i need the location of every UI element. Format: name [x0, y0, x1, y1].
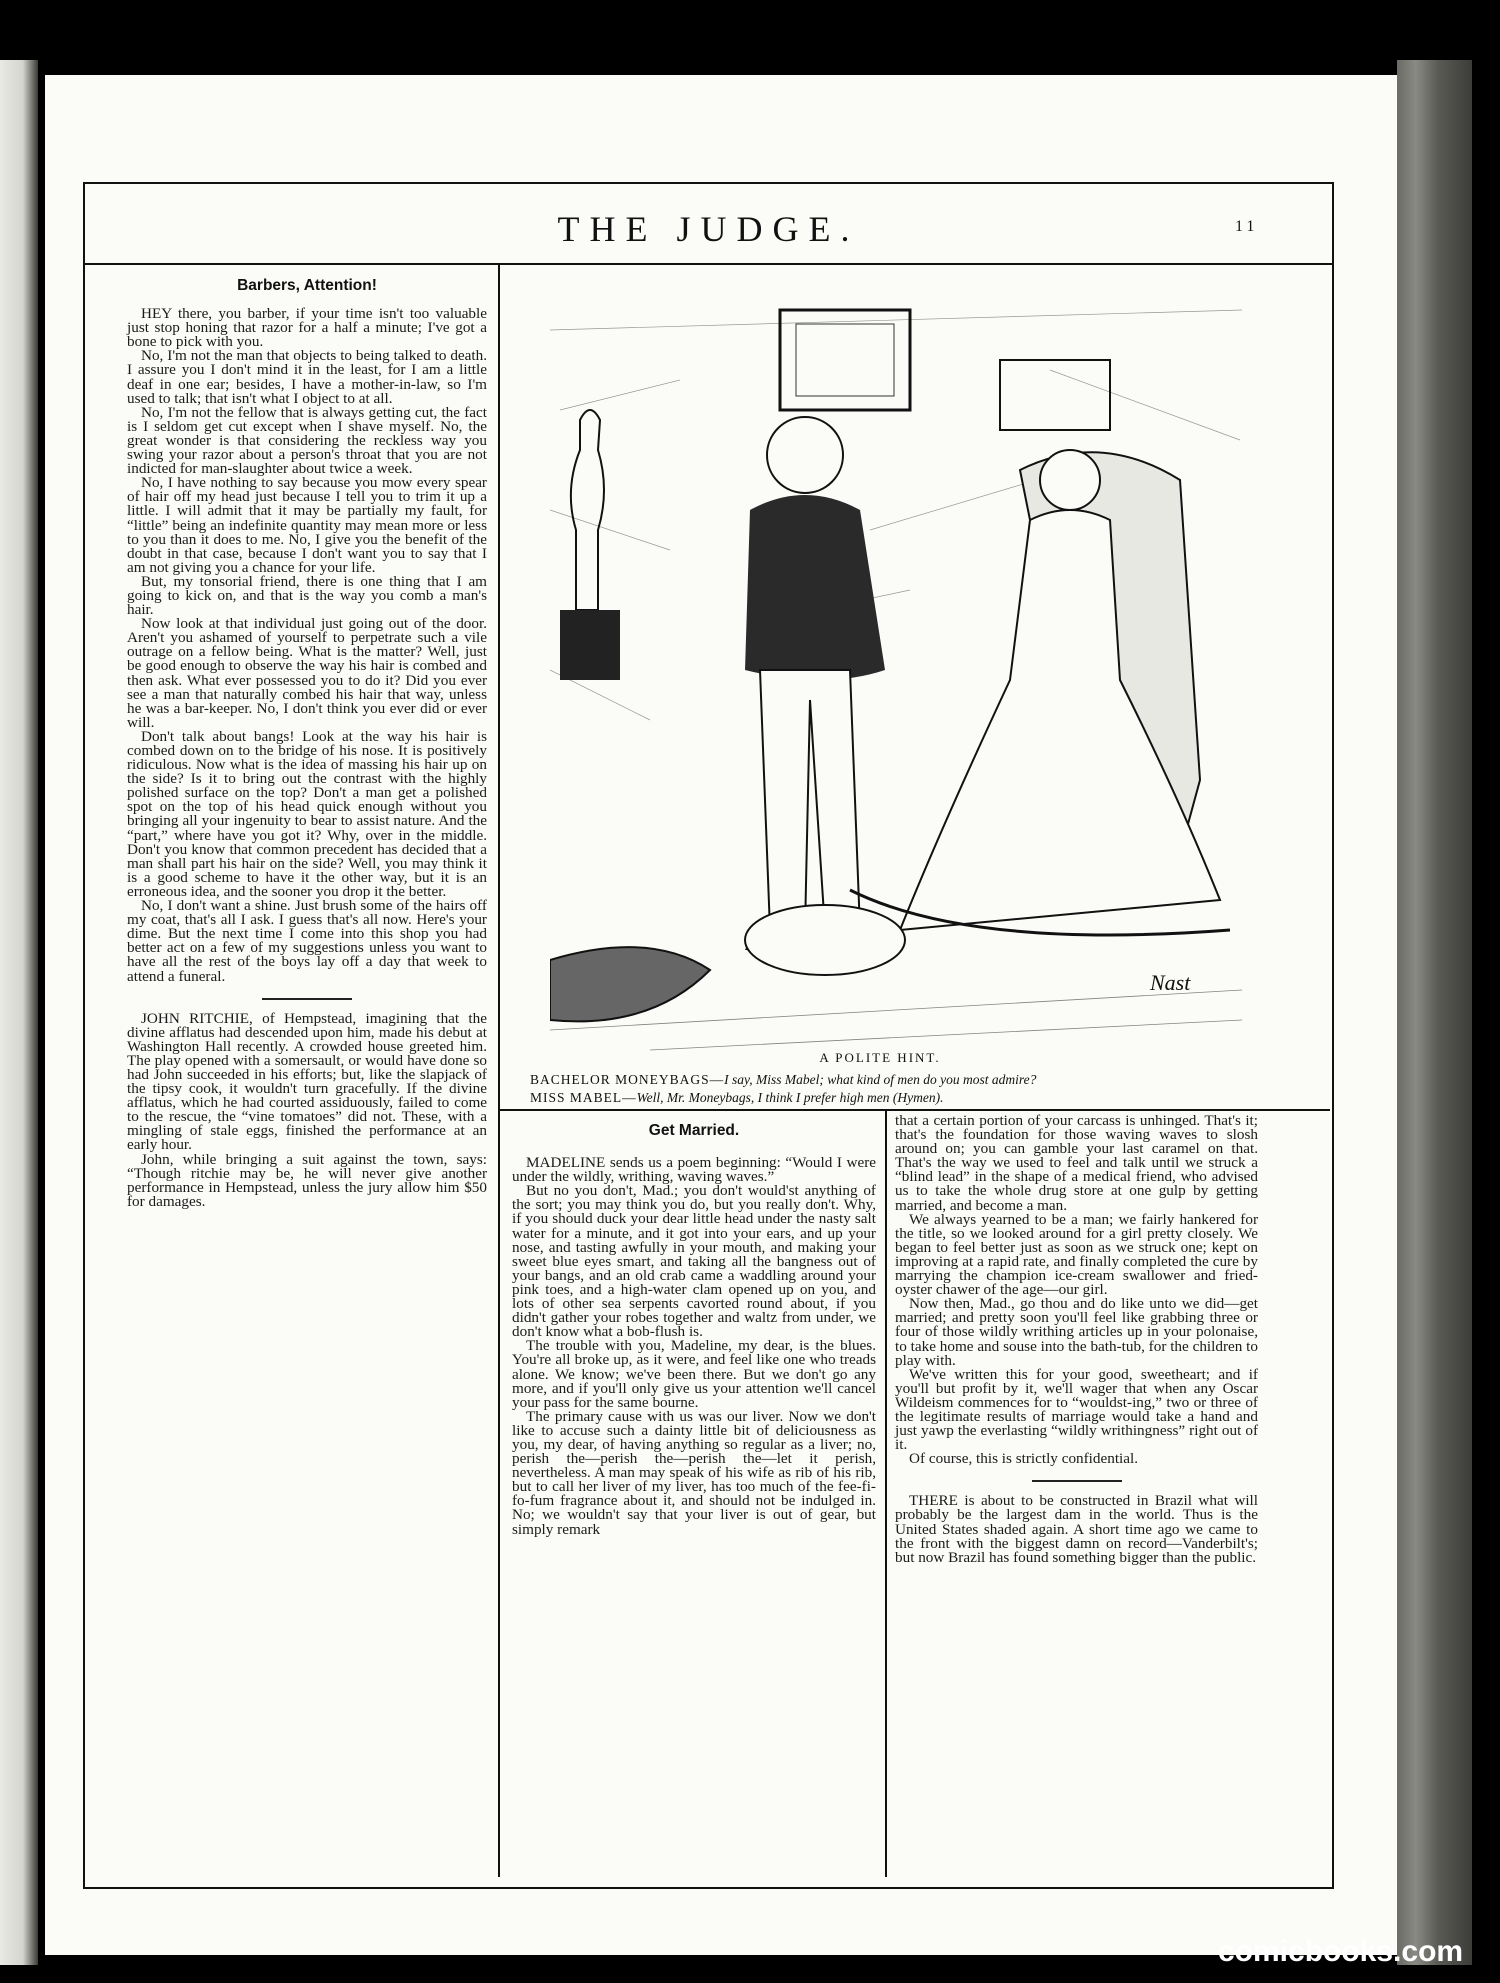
- right-column: [895, 1114, 1258, 1565]
- footstool: [745, 905, 905, 975]
- artist-signature: Nast: [1150, 970, 1191, 995]
- barbers-paragraph: No, I'm not the man that objects to being talked to death. I assure you I don't mind it in the least, for I am a little deaf in one ear; besides, I have a mother-in-law, so I'm used to talk; that isn't what I object to at all.: [127, 347, 487, 407]
- section-divider: [262, 998, 352, 1000]
- left-column: [127, 279, 487, 1209]
- married-heading: Get Married.: [648, 1122, 740, 1139]
- barbers-paragraph: Now look at that individual just going out of the door. Aren't you ashamed of yourself to perpetrate such a vile outrage on a fellow being. What is the matter? Well, just be good enough to observe the way his hair is combed and then ask. What ever possessed you to do it? Did you ever see a man that naturally combed his hair that way, unless he was a bar-keeper. No, I don't think you ever did or ever will.: [127, 615, 487, 731]
- married-paragraph: MADELINE sends us a poem beginning: “Would I were under the wildly, writhing, waving waves.”: [512, 1154, 876, 1186]
- ritchie-paragraph: JOHN RITCHIE, of Hempstead, imagining that the divine afflatus had descended upon him, made his debut at Washington Hall recently. A crowded house greeted him. The play opened with a somersault, or would have done so had John succeeded in his efforts; but, like the slapjack of the tipsy cook, it wouldn't turn gracefully. If the divine afflatus, which he had courted assiduously, failed to come to the rescue, the “vine tomatoes” did not. These, with a mingling of stale eggs, finished the performance at an early hour.: [127, 1009, 487, 1154]
- married-paragraph: We always yearned to be a man; we fairly hankered for the title, so we looked around for a girl pretty closely. We began to feel better just as soon as we struck one; kept on improving at a rapid rate, and finally completed the cure by marrying the champion ice-cream swallower and fried-oyster chawer of the age—our girl.: [895, 1210, 1258, 1299]
- column-rule-right: [885, 1111, 887, 1877]
- married-paragraph: The primary cause with us was our liver. Now we don't like to accuse such a dainty little bit of deliciousness as you, my dear, of having anything so regular as a liver; no, perish the—perish the—perish the—let it perish, nevertheless. A man may speak of his wife as rib of his rib, but to call her liver of my liver, has too much of the fee-fi-fo-fum fragrance about it, and should not be indulged in. No; we wouldn't say that your liver is out of gear, but simply remark: [512, 1407, 876, 1538]
- married-paragraph: Of course, this is strictly confidential.: [909, 1450, 1139, 1468]
- left-page-edge: [0, 60, 38, 1965]
- watermark: comicbooks.com: [1218, 1935, 1464, 1968]
- caption-speaker: BACHELOR MONEYBAGS—: [530, 1072, 725, 1087]
- page-number: 11: [1235, 218, 1259, 235]
- caption-speaker: MISS MABEL—: [530, 1090, 637, 1105]
- married-paragraph: But no you don't, Mad.; you don't would'st anything of the sort; you may think you do, but you really don't. Why, if you should duck your dear little head under the nasty salt water for a minute, and it got into your ears, and up your nose, and tasting awfully in your mouth, and making your sweet blue eyes smart, and taking all the bangness out of your bangs, and an old crab came a waddling around your pink toes, and a high-water clam opened up on you, and lots of other sea serpents cavorted round about, if you didn't gather your robes together and waltz from under, we don't know what a bob-flush is.: [512, 1182, 876, 1341]
- book-spine-edge: [1397, 60, 1472, 1965]
- brazil-paragraph: THERE is about to be constructed in Brazil what will probably be the largest dam in the world. Thus is the United States shaded again. A short time ago we came to the front with the biggest damn on record—Vanderbilt's; but now Brazil has found something bigger than the public.: [895, 1492, 1258, 1566]
- barbers-paragraph: HEY there, you barber, if your time isn't too valuable just stop honing that razor for a half a minute; I've got a bone to pick with you.: [127, 305, 487, 351]
- cartoon-title: A POLITE HINT.: [819, 1050, 941, 1065]
- married-paragraph: that a certain portion of your carcass is unhinged. That's it; that's the foundation for those waving waves to slosh around on; you can gamble your last caramel on that. That's the way we used to feel and talk until we struck a “blind lead” in the shape of a medical friend, who advised us to take the whole drug store at one gulp by getting married, and become a man.: [895, 1112, 1258, 1214]
- barbers-paragraph: Don't talk about bangs! Look at the way his hair is combed down on to the bridge of his nose. It is positively ridiculous. Now what is the idea of massing his hair up on the side? Is it to bring out the contrast with the highly polished surface on the top? Don't a man get a polished spot on the top of his head quick enough without you bringing all your ingenuity to bear to assist nature. And the “part,” where have you got it? Why, over in the middle. Don't you know that common precedent has decided that a man shall part his hair on the side? Well, you may think it is a good scheme to have it the other way, but it is an erroneous idea, and the sooner you drop it the better.: [127, 727, 487, 900]
- caption-rule: [500, 1109, 1330, 1111]
- married-paragraph: We've written this for your good, sweetheart; and if you'll but profit by it, we'll wager that when any Oscar Wildeism commences for to “wouldst-ing,” two or three of the legitimate results of marriage would take a hand and just yawp the everlasting “wildly writhingness” right out of it.: [895, 1365, 1258, 1454]
- caption-line-2: [530, 1090, 1250, 1106]
- barbers-heading: Barbers, Attention!: [237, 277, 377, 294]
- masthead-rule: [83, 263, 1334, 265]
- cartoon-illustration: [550, 290, 1242, 1056]
- barbers-paragraph: But, my tonsorial friend, there is one thing that I am going to kick on, and that is the way you comb a man's hair.: [127, 572, 487, 619]
- barbers-paragraph: No, I'm not the fellow that is always getting cut, the fact is I seldom get cut except when I shave myself. No, the great wonder is that considering the reckless way you swing your razor about a person's throat that you are not indicted for man-slaughter about twice a week.: [127, 403, 487, 478]
- caption-quote: Well, Mr. Moneybags, I think I prefer high men (Hymen).: [636, 1090, 944, 1105]
- section-divider: [1032, 1480, 1122, 1482]
- caption-line-1: [530, 1072, 1250, 1088]
- masthead-title: THE JUDGE.: [557, 209, 860, 249]
- ritchie-paragraph: John, while bringing a suit against the town, says: “Though ritchie may be, he will never give another performance in Hempstead, unless the jury allow him $50 for damages.: [127, 1150, 487, 1210]
- middle-column: [512, 1124, 876, 1537]
- column-rule-left: [498, 265, 500, 1877]
- barbers-paragraph: No, I have nothing to say because you mow every spear of hair off my head just because I tell you to trim it up a little. I will admit that it may be partially my fault, for “little” being an indefinite quantity may mean more or less to you than it does to me. No, I give you the benefit of the doubt in that case, because I don't want you to say that I am not giving you a chance for your life.: [127, 474, 487, 576]
- married-paragraph: Now then, Mad., go thou and do like unto we did—get married; and pretty soon you'll feel like grabbing three or four of those wildly writhing articles up in your polonaise, to take home and souse into the bath-tub, for the children to play with.: [895, 1295, 1258, 1369]
- caption-quote: I say, Miss Mabel; what kind of men do you most admire?: [724, 1072, 1037, 1087]
- barbers-paragraph: No, I don't want a shine. Just brush some of the hairs off my coat, that's all I ask. I guess that's all now. Here's your dime. But the next time I come into this shop you had better act on a few of my suggestions unless you want to have all the rest of the boys lay off a day that week to attend a funeral.: [127, 897, 487, 985]
- married-paragraph: The trouble with you, Madeline, my dear, is the blues. You're all broke up, as it were, and feel like one who treads alone. We know; we've been there. But we don't go any more, and if you'll only give us your attention we'll cancel your pass for the same bourne.: [512, 1337, 876, 1411]
